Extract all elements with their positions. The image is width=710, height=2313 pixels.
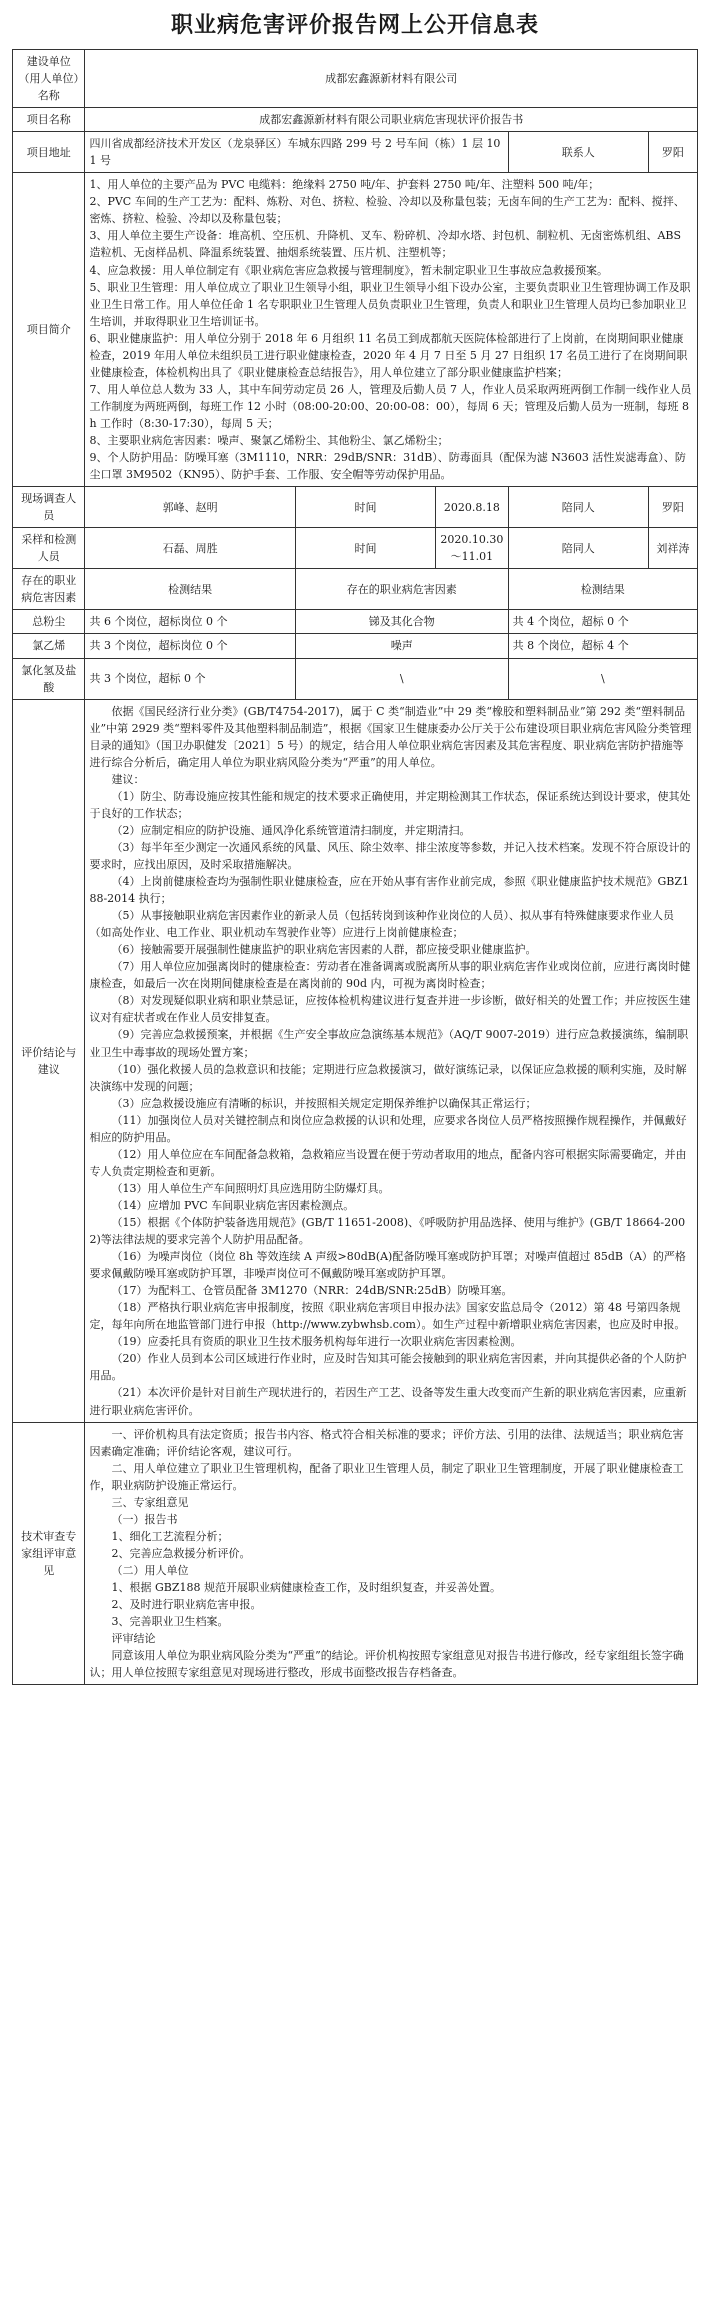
intro-item: 8、主要职业病危害因素：噪声、聚氯乙烯粉尘、其他粉尘、氯乙烯粉尘； [89, 433, 449, 447]
sample-label: 采样和检测人员 [13, 528, 85, 569]
intro-item: 3、用人单位主要生产设备：堆高机、空压机、升降机、叉车、粉碎机、冷却水塔、封包机、制粒机、无卤密炼机组、ABS 造粒机、无卤样品机、降温系统装置、抽烟系统装置、压片机、注塑机等； [89, 229, 682, 260]
expert-row [13, 1422, 698, 1685]
intro-item: 9、个人防护用品：防噪耳塞（3M1110，NRR：29dB/SNR：31dB）、防毒面具（配保为滤 N3603 活性炭滤毒盒）、防尘口罩 3M9502（KN95）、防护手套、工作服、安全帽等劳动保护用品。 [89, 451, 686, 482]
hazard-label: 存在的职业病危害因素 [13, 569, 85, 610]
document-title: 职业病危害评价报告网上公开信息表 [170, 12, 539, 38]
advice-title: 建议： [111, 772, 145, 786]
advice-item: （19）应委托具有资质的职业卫生技术服务机构每年进行一次职业病危害因素检测。 [111, 1335, 522, 1349]
expert-item: 三、专家组意见 [111, 1495, 189, 1509]
hazard-name2: \ [295, 658, 508, 699]
hazard-result2: 共 4 个岗位，超标 0 个 [508, 610, 697, 634]
unit-row [13, 50, 698, 108]
expert-item: 2、完善应急救援分析评价。 [111, 1546, 251, 1560]
advice-item: （21）本次评价是针对目前生产现状进行的，若因生产工艺、设备等发生重大改变而产生新的职业病危害因素，应重新进行职业病危害评价。 [89, 1386, 687, 1417]
intro-item: 1、用人单位的主要产品为 PVC 电缆料：绝缘料 2750 吨/年、护套料 2750 吨/年、注塑料 500 吨/年； [89, 178, 600, 192]
survey-row [13, 487, 698, 528]
advice-item: （6）接触需要开展强制性健康监护的职业病危害因素的人群，都应接受职业健康监护。 [111, 943, 537, 957]
sample-escort: 刘祥涛 [648, 528, 697, 569]
intro-item: 6、职业健康监护：用人单位分别于 2018 年 6 月组织 11 名员工到成都航天医院体检部进行了上岗前，在岗期间职业健康检查，2019 年用人单位未组织员工进行职业健康检查，2020 年 4 月 7 日至 5 月 27 日组织 17 名员工进行了在岗期间职业健康检查，体检机构出具了《职业健康检查总结报告》，用人单位建立了部分职业健康监护档案； [89, 331, 688, 379]
survey-time: 2020.8.18 [436, 487, 508, 528]
project-value: 成都宏鑫源新材料有限公司职业病危害现状评价报告书 [85, 108, 698, 132]
address-value: 四川省成都经济技术开发区（龙泉驿区）车城东四路 299 号 2 号车间（栋）1 层 101 号 [85, 132, 508, 173]
sample-time-label: 时间 [295, 528, 435, 569]
advice-item: （2）应制定相应的防护设施、通风净化系统管道清扫制度，并定期清扫。 [111, 823, 471, 837]
hazard-header-row [13, 569, 698, 610]
advice-item: （4）上岗前健康检查均为强制性职业健康检查，应在开始从事有害作业前完成，参照《职业健康监护技术规范》GBZ188-2014 执行； [89, 875, 689, 906]
unit-label: 建设单位（用人单位）名称 [13, 50, 85, 108]
advice-item: （16）为噪声岗位（岗位 8h 等效连续 A 声级>80dB(A)配备防噪耳塞或防护耳罩；对噪声值超过 85dB（A）的严格要求佩戴防噪耳塞或防护耳罩，非噪声岗位可不佩戴防噪耳塞或防护耳罩。 [89, 1250, 686, 1281]
hazard-name: 总粉尘 [13, 610, 85, 634]
hazard-result: 共 6 个岗位，超标岗位 0 个 [85, 610, 295, 634]
survey-escort-label: 陪同人 [508, 487, 648, 528]
hazard-name: 氯化氢及盐酸 [13, 658, 85, 699]
advice-item: （8）对发现疑似职业病和职业禁忌证，应按体检机构建议进行复查并进一步诊断，做好相关的处置工作；并应按医生建议对有症状者或在作业人员安排复查。 [89, 994, 691, 1025]
expert-item: 一、评价机构具有法定资质；报告书内容、格式符合相关标准的要求；评价方法、引用的法律、法规适当；职业病危害因素确定准确；评价结论客观，建议可行。 [89, 1427, 684, 1458]
advice-item: （10）强化救援人员的急救意识和技能；定期进行应急救援演习，做好演练记录，以保证应急救援的顺利实施，及时解决演练中发现的问题； [89, 1062, 687, 1093]
hazard-name2: 噪声 [295, 634, 508, 658]
intro-label: 项目简介 [13, 173, 85, 487]
sample-people: 石磊、周胜 [85, 528, 295, 569]
advice-item: （17）为配料工、仓管员配备 3M1270（NRR：24dB/SNR:25dB）防噪耳塞。 [111, 1284, 513, 1298]
intro-row [13, 173, 698, 487]
project-label: 项目名称 [13, 108, 85, 132]
advice-item: （20）作业人员到本公司区域进行作业时，应及时告知其可能会接触到的职业病危害因素，并向其提供必备的个人防护用品。 [89, 1352, 687, 1383]
advice-item: （9）完善应急救援预案，并根据《生产安全事故应急演练基本规范》（AQ/T 9007-2019）进行应急救援演练，编制职业卫生中毒事故的现场处置方案； [89, 1028, 689, 1059]
conclusion-intro: 依据《国民经济行业分类》(GB/T4754-2017)，属于 C 类“制造业”中 29 类“橡胶和塑料制品业”第 292 类“塑料制品业”中第 2929 类“塑料零件及其他塑料制品制造”，根据《国家卫生健康委办公厅关于公布建设项目职业病危害风险分类管理目录的通知》（国卫办职健发〔2021〕5 号）的规定，结合用人单位职业病危害因素及其危害程度、职业病危害防护措施等进行综合分析后，确定用人单位为职业病风险分类为“严重”的用人单位。 [89, 704, 692, 769]
project-row [13, 108, 698, 132]
expert-item: 3、完善职业卫生档案。 [111, 1615, 229, 1629]
survey-escort: 罗阳 [648, 487, 697, 528]
expert-label: 技术审查专家组评审意见 [13, 1422, 85, 1685]
conclusion-row [13, 699, 698, 1422]
expert-item: 评审结论 [111, 1632, 156, 1646]
advice-item: （1）防尘、防毒设施应按其性能和规定的技术要求正确使用，并定期检测其工作状态，保证系统达到设计要求，使其处于良好的工作状态； [89, 789, 691, 820]
sample-escort-label: 陪同人 [508, 528, 648, 569]
hazard-header-result2: 检测结果 [508, 569, 697, 610]
expert-item: 二、用人单位建立了职业卫生管理机构，配备了职业卫生管理人员，制定了职业卫生管理制度，开展了职业健康检查工作，职业病防护设施正常运行。 [89, 1461, 684, 1492]
conclusion-content [85, 699, 698, 1422]
hazard-name2: 锑及其化合物 [295, 610, 508, 634]
advice-item: （11）加强岗位人员对关键控制点和岗位应急救援的认识和处理，应要求各岗位人员严格按照操作规程操作，并佩戴好相应的防护用品。 [89, 1113, 687, 1144]
hazard-header-factor: 存在的职业病危害因素 [295, 569, 508, 610]
unit-value: 成都宏鑫源新材料有限公司 [85, 50, 698, 108]
expert-item: 1、细化工艺流程分析； [111, 1529, 229, 1543]
conclusion-label: 评价结论与建议 [13, 699, 85, 1422]
intro-item: 5、职业卫生管理：用人单位成立了职业卫生领导小组，职业卫生领导小组下设办公室，主要负责职业卫生管理协调工作及职业卫生日常工作。用人单位任命 1 名专职职业卫生管理人员负责职业卫生管理，负责人和职业卫生管理人员均已参加职业卫生培训，并取得职业卫生培训证书。 [89, 280, 691, 328]
expert-item: 2、及时进行职业病危害申报。 [111, 1598, 262, 1612]
info-table [12, 49, 698, 1685]
advice-item: （3）每半年至少测定一次通风系统的风量、风压、除尘效率、排尘浓度等参数，并记入技术档案。发现不符合原设计的要求时，应找出原因，及时采取措施解决。 [89, 840, 691, 872]
hazard-result: 共 3 个岗位，超标 0 个 [85, 658, 295, 699]
expert-item: （一）报告书 [111, 1512, 178, 1526]
sample-row [13, 528, 698, 569]
intro-item: 2、PVC 车间的生产工艺为：配料、炼粉、对色、挤粒、检验、冷却以及称量包装；无卤车间的生产工艺为：配料、搅拌、密炼、挤粒、检验、冷却以及称量包装； [89, 195, 685, 226]
advice-item: （3）应急救援设施应有清晰的标识，并按照相关规定定期保养维护以确保其正常运行； [111, 1096, 537, 1110]
intro-item: 4、应急救援：用人单位制定有《职业病危害应急救援与管理制度》，暂未制定职业卫生事故应急救援预案。 [89, 263, 608, 277]
hazard-row [13, 610, 698, 634]
expert-item: 1、根据 GBZ188 规范开展职业病健康检查工作，及时组织复查，并妥善处置。 [111, 1580, 501, 1594]
hazard-row [13, 634, 698, 658]
hazard-result2: \ [508, 658, 697, 699]
address-row [13, 132, 698, 173]
hazard-row [13, 658, 698, 699]
survey-time-label: 时间 [295, 487, 435, 528]
contact-value: 罗阳 [648, 132, 697, 173]
expert-item: （二）用人单位 [111, 1563, 189, 1577]
hazard-result2: 共 8 个岗位，超标 4 个 [508, 634, 697, 658]
advice-item: （13）用人单位生产车间照明灯具应选用防尘防爆灯具。 [111, 1181, 390, 1195]
expert-item: 同意该用人单位为职业病风险分类为“严重”的结论。评价机构按照专家组意见对报告书进行修改，经专家组组长签字确认；用人单位按照专家组意见对现场进行整改，形成书面整改报告存档备查。 [89, 1649, 684, 1680]
survey-people: 郭峰、赵明 [85, 487, 295, 528]
advice-item: （15）根据《个体防护装备选用规范》(GB/T 11651-2008)、《呼吸防护用品选择、使用与维护》(GB/T 18664-2002)等法律法规的要求完善个人防护用品配备。 [89, 1216, 686, 1247]
address-label: 项目地址 [13, 132, 85, 173]
intro-item: 7、用人单位总人数为 33 人，其中车间劳动定员 26 人，管理及后勤人员 7 人，作业人员采取两班两倒工作制一线作业人员工作制度为两班两倒，每班工作 12 小时（08:00-20:00、20:00-08：00），每周 6 天；管理及后勤人员为一班制，每班 8h 工作时（8:30-17:30），每周 5 天； [89, 382, 692, 430]
advice-item: （14）应增加 PVC 车间职业病危害因素检测点。 [111, 1198, 355, 1212]
advice-item: （18）严格执行职业病危害申报制度，按照《职业病危害项目申报办法》国家安监总局令（2012）第 48 号第四条规定，每年向所在地监管部门进行申报（http://www.zybwhsb.com）。如生产过程中新增职业病危害因素，也应及时申报。 [89, 1301, 686, 1332]
advice-item: （5）从事接触职业病危害因素作业的新录人员（包括转岗到该种作业岗位的人员）、拟从事有特殊健康要求作业人员（如高处作业、电工作业、职业机动车驾驶作业等）应进行上岗前健康检查； [89, 909, 674, 940]
advice-item: （7）用人单位应加强离岗时的健康检查：劳动者在准备调离或脱离所从事的职业病危害作业或岗位前，应进行离岗时健康检查，如最后一次在岗期间健康检查是在离岗前的 90d 内，可视为离岗时检查； [89, 960, 691, 991]
hazard-header-result: 检测结果 [85, 569, 295, 610]
advice-item: （12）用人单位应在车间配备急救箱，急救箱应当设置在便于劳动者取用的地点，配备内容可根据实际需要确定，并由专人负责定期检查和更新。 [89, 1147, 687, 1178]
hazard-name: 氯乙烯 [13, 634, 85, 658]
expert-content [85, 1422, 698, 1685]
survey-label: 现场调查人员 [13, 487, 85, 528]
hazard-result: 共 3 个岗位，超标岗位 0 个 [85, 634, 295, 658]
sample-time: 2020.10.30～11.01 [436, 528, 508, 569]
intro-content [85, 173, 698, 487]
contact-label: 联系人 [508, 132, 648, 173]
